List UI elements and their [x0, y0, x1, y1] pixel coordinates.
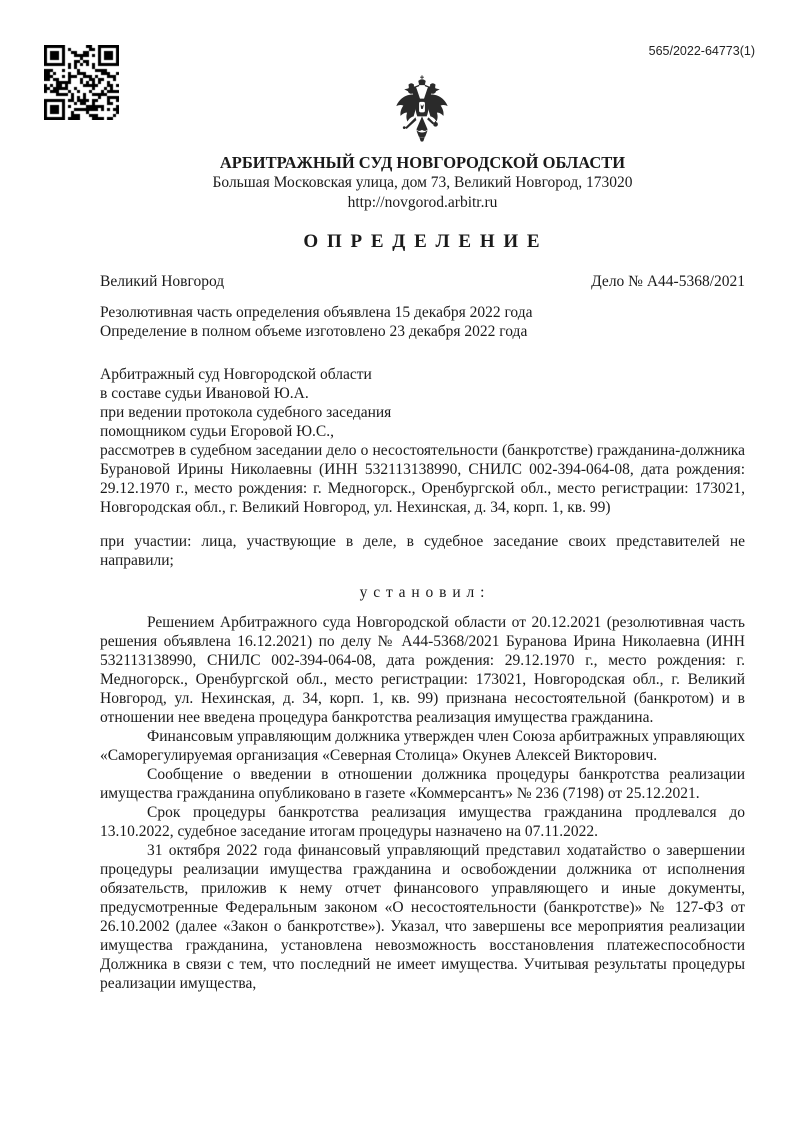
body-paragraph: Решением Арбитражного суда Новгородской области от 20.12.2021 (резолютивная часть решения объявлена 16.12.2021) по делу № А44-5368/2021 Буранова Ирина Николаевна (ИНН 532113138990, СНИЛС 002-394-064-08, дата рождения: 29.12.1970 г., место рождения: г. Медногорск., Оренбургской обл., место регистрации: 173021, Новгородская обл., г. Великий Новгород, ул. Нехинская, д. 34, корп. 1, кв. 99) признана несостоятельной (банкротом) и в отношении нее введена процедура банкротства реализация имущества гражданина. — [100, 614, 745, 726]
court-address: Большая Московская улица, дом 73, Великий Новгород, 173020 — [212, 174, 633, 191]
composition-line: при ведении протокола судебного заседания — [100, 404, 392, 421]
resolution-announced-date: Резолютивная часть определения объявлена 15 декабря 2022 года — [100, 304, 533, 321]
court-header — [100, 0, 745, 213]
composition-line: помощником судьи Егоровой Ю.С., — [100, 423, 335, 440]
document-body — [100, 0, 745, 993]
body-paragraph: Сообщение о введении в отношении должника процедуры банкротства реализации имущества гражданина опубликовано в газете «Коммерсантъ» № 236 (7198) от 25.12.2021. — [100, 766, 745, 802]
case-description: рассмотрев в судебном заседании дело о несостоятельности (банкротстве) гражданина-должника Бурановой Ирины Николаевны (ИНН 532113138990, СНИЛС 002-394-064-08, дата рождения: 29.12.1970 г., место рождения: г. Медногорск., Оренбургской обл., место регистрации: 173021, Новгородская обл., г. Великий Новгород, ул. Нехинская, д. 34, корп. 1, кв. 99) — [100, 442, 745, 516]
court-name: АРБИТРАЖНЫЙ СУД НОВГОРОДСКОЙ ОБЛАСТИ — [219, 153, 626, 172]
dates-block — [100, 303, 745, 341]
court-website: http://novgorod.arbitr.ru — [347, 194, 498, 211]
body-paragraph: 31 октября 2022 года финансовый управляющий представил ходатайство о завершении процедуры реализации имущества гражданина и освобождении должника от исполнения обязательств, приложив к нему отчет финансового управляющего и иные документы, предусмотренные Федеральным законом «О несостоятельности (банкротстве)» № 127-ФЗ от 26.10.2002 (далее «Закон о банкротстве»). Указал, что завершены все мероприятия реализации имущества гражданина, установлена невозможность восстановления платежеспособности Должника в связи с тем, что последний не имеет имущества. Учитывая результаты процедуры реализации имущества, — [100, 842, 745, 992]
issuing-city: Великий Новгород — [100, 273, 225, 290]
case-number: Дело № А44-5368/2021 — [591, 273, 745, 290]
body-paragraph: Срок процедуры банкротства реализация имущества гражданина продлевался до 13.10.2022, судебное заседание итогам процедуры назначено на 07.11.2022. — [100, 804, 745, 840]
full-text-date: Определение в полном объеме изготовлено 23 декабря 2022 года — [100, 323, 528, 340]
document-title: О П Р Е Д Е Л Е Н И Е — [303, 231, 542, 252]
composition-line: Арбитражный суд Новгородской области — [100, 366, 372, 383]
composition-line: в составе судьи Ивановой Ю.А. — [100, 385, 309, 402]
participants-paragraph: при участии: лица, участвующие в деле, в судебное заседание своих представителей не направили; — [100, 533, 745, 569]
case-line — [100, 272, 745, 291]
body-paragraph: Финансовым управляющим должника утвержден член Союза арбитражных управляющих «Саморегулируемая организация «Северная Столица» Окунев Алексей Викторович. — [100, 728, 745, 764]
court-composition — [100, 365, 745, 441]
document-number: 565/2022-64773(1) — [648, 44, 755, 58]
resolution-heading: у с т а н о в и л : — [359, 584, 486, 601]
